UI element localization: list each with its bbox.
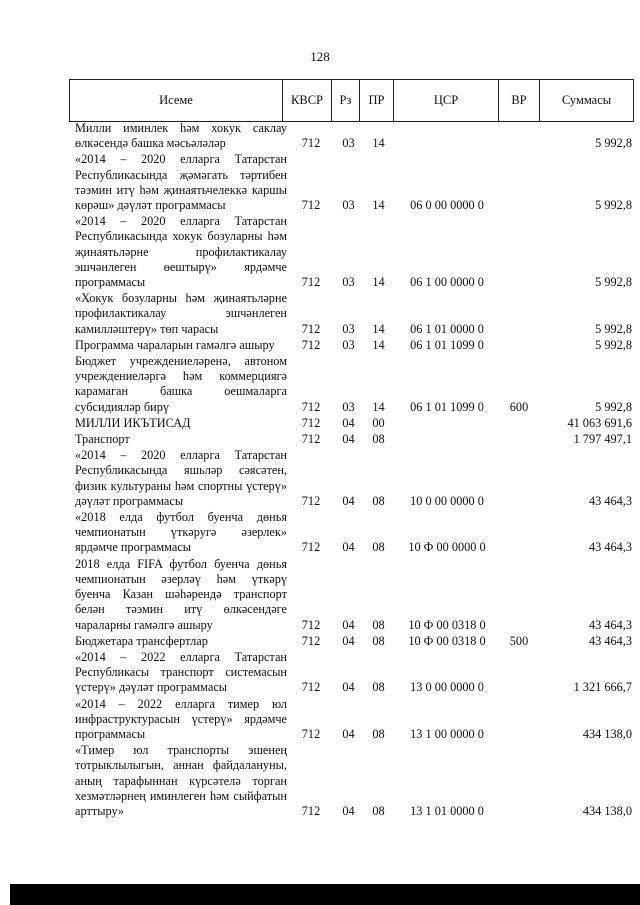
row-rz: 03 [342,136,355,151]
header-name: Исеме [70,80,283,122]
row-sum: 434 138,0 [582,726,632,741]
table-row [69,214,632,291]
row-vr [499,152,539,214]
header-vr: ВР [499,80,540,122]
row-pr: 08 [372,493,385,508]
table-row [69,650,632,697]
table-header [69,79,634,122]
row-vr [499,416,539,432]
table-row [69,697,632,744]
header-sum: Суммасы [540,80,634,122]
row-csr [395,432,499,448]
row-vr [499,448,539,510]
row-kvsr: 712 [301,617,321,632]
row-rz: 04 [342,633,355,648]
row-name: «Тимер юл транспорты эшенең тотрыклылыгын, аннан файдалануны, аның тарафыннан күрсәтелә торган хезмәтләрнең иминлеген һәм сыйфатын арттыру» [75,743,287,818]
row-sum: 5 992,8 [595,399,632,414]
row-vr [499,432,539,448]
table-row [69,152,632,214]
row-pr: 14 [372,275,385,290]
row-name: «2014 – 2020 елларга Татарстан Республикасында яшьләр сәясәтен, физик культураны һәм спортны үстерү» дәүләт программасы [75,448,287,508]
row-csr: 13 0 00 0000 0 [410,680,484,695]
row-rz: 04 [342,493,355,508]
row-csr: 10 0 00 0000 0 [410,493,484,508]
row-vr [499,510,539,557]
row-pr: 08 [372,680,385,695]
row-csr: 13 1 00 0000 0 [410,726,484,741]
scan-edge-bar [10,884,640,905]
row-sum: 434 138,0 [582,803,632,818]
row-pr: 08 [372,803,385,818]
row-kvsr: 712 [301,337,321,352]
row-pr: 14 [372,136,385,151]
row-name: Программа чараларын гамәлгә ашыру [75,337,275,352]
page-number: 128 [310,49,330,64]
table-row [69,291,632,338]
row-rz: 03 [342,321,355,336]
row-rz: 03 [342,275,355,290]
table-row [69,743,632,820]
row-kvsr: 712 [301,399,321,414]
row-rz: 04 [342,726,355,741]
table-row [69,416,632,432]
row-vr [499,650,539,697]
row-sum: 5 992,8 [595,337,632,352]
header-kvsr: КВСР [283,80,332,122]
row-rz: 04 [342,415,355,430]
row-name: «2014 – 2020 елларга Татарстан Республикасында җәмәгать тәртибен тәэмин итү һәм җинаятьчелеккә каршы көрәш» дәүләт программасы [75,152,287,213]
row-kvsr: 712 [301,432,321,447]
row-csr: 06 1 01 0000 0 [410,321,484,336]
row-vr [499,557,539,634]
row-vr [499,697,539,744]
row-pr: 14 [372,399,385,414]
row-pr: 14 [372,198,385,213]
row-vr [499,291,539,338]
row-kvsr: 712 [301,540,321,555]
table-row [69,448,632,510]
row-name: 2018 елда FIFA футбол буенча дөнья чемпионатын әзерләү һәм үткәрү буенча Казан шәһәрендә транспорт белән тәэмин итү өлкәсендәге чараларны гамәлгә ашыру [75,556,287,632]
row-pr: 14 [372,321,385,336]
row-kvsr: 712 [301,275,321,290]
header-csr: ЦСР [394,80,499,122]
row-kvsr: 712 [301,633,321,648]
row-sum: 5 992,8 [595,136,632,151]
row-name: МИЛЛИ ИКЪТИСАД [75,415,191,430]
row-pr: 08 [372,617,385,632]
table-row [69,634,632,650]
row-sum: 1 321 666,7 [573,680,632,695]
row-rz: 04 [342,803,355,818]
row-pr: 08 [372,540,385,555]
header-rz: Рз [332,80,360,122]
row-sum: 1 797 497,1 [573,432,632,447]
row-rz: 04 [342,680,355,695]
row-sum: 5 992,8 [595,321,632,336]
row-kvsr: 712 [301,803,321,818]
row-pr: 00 [372,415,385,430]
row-rz: 04 [342,432,355,447]
row-kvsr: 712 [301,680,321,695]
row-csr: 10 Ф 00 0318 0 [408,617,486,632]
row-pr: 08 [372,633,385,648]
row-csr: 10 Ф 00 0318 0 [408,633,486,648]
row-sum: 5 992,8 [595,198,632,213]
row-rz: 04 [342,617,355,632]
table-row [69,354,632,416]
row-kvsr: 712 [301,321,321,336]
row-name: «2014 – 2020 елларга Татарстан Республикасында хокук бозуларны һәм җинаятьләрне профилактикалау эшчәнлеген өештырү» ярдәмче программасы [75,214,287,290]
row-csr [395,416,499,432]
row-name: Бюджетара трансфертлар [75,633,208,648]
row-vr [499,214,539,291]
row-kvsr: 712 [301,415,321,430]
row-rz: 04 [342,540,355,555]
row-name: Бюджет учреждениеләренә, автоном учреждениеләргә һәм коммерциягә карамаган башка оешмаларга субсидияләр бирү [75,354,287,414]
table-row [69,432,632,448]
table-row [69,557,632,634]
row-kvsr: 712 [301,136,321,151]
row-vr: 500 [509,633,529,648]
row-rz: 03 [342,399,355,414]
row-sum: 43 464,3 [588,617,632,632]
row-csr: 10 Ф 00 0000 0 [408,540,486,555]
row-sum: 43 464,3 [588,633,632,648]
table-row [69,121,632,152]
row-vr [499,743,539,820]
row-csr [395,121,499,152]
row-csr: 06 1 01 1099 0 [410,337,484,352]
row-kvsr: 712 [301,198,321,213]
row-sum: 41 063 691,6 [567,415,632,430]
row-sum: 43 464,3 [588,540,632,555]
row-vr: 600 [509,399,529,414]
table-row [69,510,632,557]
row-kvsr: 712 [301,493,321,508]
row-csr: 13 1 01 0000 0 [410,803,484,818]
row-name: «Хокук бозуларны һәм җинаятьләрне профилактикалау эшчәнлеген камилләштерү» төп чарасы [75,291,287,336]
budget-table-body [69,121,632,820]
row-pr: 14 [372,337,385,352]
row-pr: 08 [372,432,385,447]
row-csr: 06 1 01 1099 0 [410,399,484,414]
header-pr: ПР [360,80,394,122]
row-pr: 08 [372,726,385,741]
row-kvsr: 712 [301,726,321,741]
row-name: «2014 – 2022 елларга Татарстан Республикасы транспорт системасын үстерү» дәүләт программасы [75,649,287,695]
row-rz: 03 [342,337,355,352]
row-name: «2014 – 2022 елларга тимер юл инфраструктурасын үстерү» ярдәмче программасы [75,696,287,741]
row-csr: 06 1 00 0000 0 [410,275,484,290]
table-row [69,338,632,354]
row-sum: 43 464,3 [588,493,632,508]
row-vr [499,121,539,152]
row-sum: 5 992,8 [595,275,632,290]
row-csr: 06 0 00 0000 0 [410,198,484,213]
row-name: Милли иминлек һәм хокук саклау өлкәсендә башка мәсьәләләр [75,121,287,151]
row-name: Транспорт [75,432,130,447]
row-name: «2018 елда футбол буенча дөнья чемпионатын үткәругә әзерлек» ярдәмче программасы [75,510,287,555]
budget-table [69,121,632,820]
row-vr [499,338,539,354]
row-rz: 03 [342,198,355,213]
